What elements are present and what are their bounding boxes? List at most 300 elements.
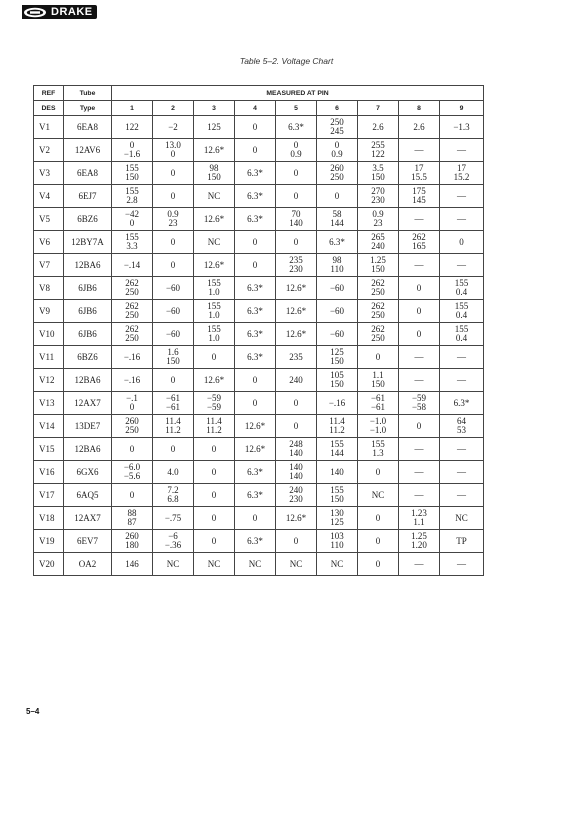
ref-des-cell: V6 (34, 231, 64, 254)
cell-value-lower: −1.6 (123, 149, 141, 159)
cell-value-upper: 262 (412, 232, 426, 242)
tube-type-cell: 6EJ7 (64, 185, 112, 208)
pin-3-voltage-cell (194, 392, 235, 415)
pin-5-voltage-cell: 12.6* (276, 277, 317, 300)
cell-value-upper: 0 (129, 140, 135, 150)
tube-type-cell: 12BA6 (64, 438, 112, 461)
cell-value-upper: 262 (125, 278, 139, 288)
cell-value-upper: −.1 (126, 393, 138, 403)
cell-value-lower: 144 (330, 218, 344, 228)
pin-6-voltage-cell: 6.3* (317, 231, 358, 254)
cell-value-upper: 1.23 (411, 508, 427, 518)
cell-value-lower: 0 (129, 218, 135, 228)
pin-6-voltage-cell: NC (317, 553, 358, 576)
pin-2-voltage-cell: 0 (153, 438, 194, 461)
table-row (34, 231, 484, 254)
pin-7-voltage-cell (358, 438, 399, 461)
pin-4-voltage-cell: 6.3* (235, 530, 276, 553)
pin-8-voltage-cell: 0 (399, 300, 440, 323)
pin-3-voltage-cell: NC (194, 185, 235, 208)
pin-2-voltage-cell (153, 208, 194, 231)
cell-value-lower: 140 (289, 218, 303, 228)
pin-5-voltage-cell: 0 (276, 162, 317, 185)
cell-value-lower: 150 (125, 172, 139, 182)
pin-4-voltage-cell: 12.6* (235, 438, 276, 461)
pin-7-voltage-cell (358, 254, 399, 277)
pin-6-voltage-cell (317, 139, 358, 162)
cell-value-upper: 11.4 (329, 416, 345, 426)
pin-header-6: 6 (317, 101, 358, 116)
pin-8-voltage-cell: — (399, 484, 440, 507)
cell-value-lower: −58 (411, 402, 427, 412)
cell-value-lower: 3.3 (126, 241, 138, 251)
cell-value-lower: −5.6 (123, 471, 141, 481)
ref-des-cell: V5 (34, 208, 64, 231)
pin-3-voltage-cell (194, 162, 235, 185)
cell-value-lower: 0.4 (455, 310, 468, 320)
cell-value-upper: 155 (125, 163, 139, 173)
pin-9-voltage-cell: — (440, 254, 484, 277)
cell-value-upper: 155 (125, 186, 139, 196)
pin-9-voltage-cell (440, 415, 484, 438)
cell-value-lower: 53 (457, 425, 467, 435)
cell-value-upper: 0.9 (167, 209, 179, 219)
tube-type-cell: 6JB6 (64, 277, 112, 300)
table-row (34, 323, 484, 346)
ref-des-cell: V13 (34, 392, 64, 415)
pin-1-voltage-cell (112, 461, 153, 484)
cell-value-lower: 250 (371, 310, 385, 320)
pin-4-voltage-cell: 0 (235, 507, 276, 530)
pin-1-voltage-cell: 122 (112, 116, 153, 139)
table-row (34, 185, 484, 208)
table-row (34, 139, 484, 162)
cell-value-lower: 250 (125, 287, 139, 297)
ref-des-cell: V19 (34, 530, 64, 553)
cell-value-lower: 140 (289, 448, 303, 458)
pin-2-voltage-cell (153, 346, 194, 369)
pin-6-voltage-cell (317, 116, 358, 139)
cell-value-lower: 2.8 (126, 195, 138, 205)
cell-value-lower: 1.0 (208, 333, 220, 343)
pin-9-voltage-cell: — (440, 369, 484, 392)
cell-value-lower: −61 (165, 402, 181, 412)
ref-des-cell: V3 (34, 162, 64, 185)
cell-value-lower: 150 (207, 172, 221, 182)
pin-2-voltage-cell: NC (153, 553, 194, 576)
pin-6-voltage-cell (317, 438, 358, 461)
pin-3-voltage-cell: 0 (194, 530, 235, 553)
cell-value-lower: −.36 (164, 540, 182, 550)
pin-7-voltage-cell: 2.6 (358, 116, 399, 139)
cell-value-upper: 155 (207, 301, 221, 311)
pin-7-voltage-cell (358, 392, 399, 415)
pin-6-voltage-cell (317, 254, 358, 277)
pin-1-voltage-cell (112, 139, 153, 162)
pin-5-voltage-cell: 0 (276, 185, 317, 208)
pin-4-voltage-cell: 6.3* (235, 300, 276, 323)
pin-4-voltage-cell: 0 (235, 139, 276, 162)
pin-7-voltage-cell: 0 (358, 346, 399, 369)
pin-4-voltage-cell: 6.3* (235, 484, 276, 507)
pin-4-voltage-cell: 6.3* (235, 185, 276, 208)
pin-header-3: 3 (194, 101, 235, 116)
pin-5-voltage-cell: NC (276, 553, 317, 576)
cell-value-upper: 3.5 (372, 163, 384, 173)
pin-5-voltage-cell: 0 (276, 231, 317, 254)
cell-value-lower: 230 (289, 494, 303, 504)
cell-value-upper: 105 (330, 370, 344, 380)
pin-3-voltage-cell: 12.6* (194, 139, 235, 162)
pin-4-voltage-cell: 12.6* (235, 415, 276, 438)
table-row (34, 438, 484, 461)
pin-8-voltage-cell: — (399, 461, 440, 484)
cell-value-lower: 0.9 (331, 149, 343, 159)
tube-type-cell: 6BZ6 (64, 346, 112, 369)
cell-value-lower: 140 (289, 471, 303, 481)
table-caption: Table 5–2. Voltage Chart (239, 56, 334, 66)
tube-type-cell: 6JB6 (64, 300, 112, 323)
pin-8-voltage-cell: — (399, 254, 440, 277)
ref-des-cell: V7 (34, 254, 64, 277)
cell-value-upper: 70 (291, 209, 301, 219)
pin-4-voltage-cell: 0 (235, 116, 276, 139)
cell-value-lower: 125 (330, 517, 344, 527)
pin-1-voltage-cell: −.14 (112, 254, 153, 277)
cell-value-lower: 240 (371, 241, 385, 251)
cell-value-upper: −6.0 (123, 462, 141, 472)
pin-header-2: 2 (153, 101, 194, 116)
table-row (34, 277, 484, 300)
table-row (34, 507, 484, 530)
pin-1-voltage-cell (112, 530, 153, 553)
measured-at-pin-header: MEASURED AT PIN (112, 86, 484, 101)
tube-type-cell: 12AX7 (64, 507, 112, 530)
cell-value-lower: 180 (125, 540, 139, 550)
pin-1-voltage-cell (112, 392, 153, 415)
ref-des-cell: V17 (34, 484, 64, 507)
pin-8-voltage-cell (399, 231, 440, 254)
cell-value-upper: −59 (206, 393, 222, 403)
pin-9-voltage-cell (440, 277, 484, 300)
cell-value-lower: 144 (330, 448, 344, 458)
pin-8-voltage-cell: — (399, 438, 440, 461)
pin-header-8: 8 (399, 101, 440, 116)
cell-value-lower: 250 (371, 287, 385, 297)
pin-6-voltage-cell (317, 415, 358, 438)
pin-2-voltage-cell: −2 (153, 116, 194, 139)
cell-value-upper: 155 (454, 278, 469, 288)
cell-value-upper: 1.25 (370, 255, 386, 265)
cell-value-lower: 150 (166, 356, 180, 366)
pin-9-voltage-cell (440, 300, 484, 323)
pin-7-voltage-cell (358, 162, 399, 185)
pin-1-voltage-cell (112, 231, 153, 254)
pin-5-voltage-cell: 12.6* (276, 323, 317, 346)
pin-1-voltage-cell (112, 323, 153, 346)
tube-type-cell: 6GX6 (64, 461, 112, 484)
cell-value-lower: 0 (129, 402, 135, 412)
cell-value-upper: 262 (371, 324, 385, 334)
cell-value-upper: 0 (293, 140, 299, 150)
pin-9-voltage-cell: 6.3* (440, 392, 484, 415)
cell-value-upper: −61 (370, 393, 386, 403)
pin-8-voltage-cell: — (399, 369, 440, 392)
pin-1-voltage-cell: 0 (112, 484, 153, 507)
pin-8-voltage-cell: — (399, 346, 440, 369)
table-row (34, 415, 484, 438)
tube-type-cell: 6EA8 (64, 116, 112, 139)
cell-value-lower: 11.2 (165, 425, 181, 435)
pin-8-voltage-cell: — (399, 553, 440, 576)
pin-9-voltage-cell (440, 323, 484, 346)
pin-7-voltage-cell (358, 415, 399, 438)
cell-value-upper: 64 (457, 416, 467, 426)
cell-value-lower: 122 (371, 149, 385, 159)
cell-value-upper: 11.4 (206, 416, 222, 426)
pin-5-voltage-cell: 235 (276, 346, 317, 369)
cell-value-upper: 58 (332, 209, 342, 219)
cell-value-lower: 0.4 (455, 333, 468, 343)
cell-value-upper: 0.9 (372, 209, 384, 219)
pin-9-voltage-cell: −1.3 (440, 116, 484, 139)
cell-value-upper: 98 (332, 255, 342, 265)
cell-value-upper: 98 (209, 163, 219, 173)
ref-des-cell: V4 (34, 185, 64, 208)
pin-6-voltage-cell: −60 (317, 323, 358, 346)
cell-value-upper: 265 (371, 232, 385, 242)
cell-value-lower: 150 (371, 172, 385, 182)
cell-value-lower: 250 (371, 333, 385, 343)
pin-7-voltage-cell: 0 (358, 530, 399, 553)
pin-5-voltage-cell (276, 438, 317, 461)
cell-value-lower: 23 (168, 218, 178, 228)
cell-value-upper: 88 (127, 508, 137, 518)
pin-5-voltage-cell: 12.6* (276, 507, 317, 530)
pin-4-voltage-cell: 0 (235, 392, 276, 415)
pin-7-voltage-cell (358, 185, 399, 208)
table-row (34, 392, 484, 415)
pin-6-voltage-cell: 0 (317, 185, 358, 208)
pin-2-voltage-cell: 4.0 (153, 461, 194, 484)
pin-5-voltage-cell (276, 208, 317, 231)
des-header: DES (34, 101, 64, 116)
pin-6-voltage-cell: 140 (317, 461, 358, 484)
pin-9-voltage-cell: — (440, 185, 484, 208)
pin-2-voltage-cell: 0 (153, 231, 194, 254)
pin-6-voltage-cell (317, 507, 358, 530)
cell-value-upper: 130 (330, 508, 344, 518)
pin-1-voltage-cell (112, 415, 153, 438)
ref-des-cell: V1 (34, 116, 64, 139)
pin-5-voltage-cell (276, 461, 317, 484)
tube-type-cell: 12BY7A (64, 231, 112, 254)
pin-3-voltage-cell: NC (194, 231, 235, 254)
cell-value-upper: 260 (330, 163, 344, 173)
pin-7-voltage-cell: 0 (358, 553, 399, 576)
header-row-bottom (34, 101, 484, 116)
ref-des-cell: V20 (34, 553, 64, 576)
cell-value-lower: 1.0 (208, 287, 220, 297)
cell-value-lower: 23 (373, 218, 383, 228)
pin-5-voltage-cell (276, 484, 317, 507)
ref-des-cell: V11 (34, 346, 64, 369)
tube-type-cell: 13DE7 (64, 415, 112, 438)
pin-6-voltage-cell (317, 530, 358, 553)
pin-7-voltage-cell (358, 277, 399, 300)
cell-value-upper: 155 (454, 324, 469, 334)
pin-9-voltage-cell: — (440, 438, 484, 461)
pin-header-5: 5 (276, 101, 317, 116)
pin-7-voltage-cell: NC (358, 484, 399, 507)
drake-logo (22, 5, 97, 19)
pin-6-voltage-cell (317, 162, 358, 185)
ref-header: REF (34, 86, 64, 101)
tube-type-cell: 12AX7 (64, 392, 112, 415)
pin-8-voltage-cell (399, 162, 440, 185)
table-row (34, 254, 484, 277)
cell-value-lower: 230 (289, 264, 303, 274)
pin-4-voltage-cell: 0 (235, 369, 276, 392)
pin-8-voltage-cell: 0 (399, 277, 440, 300)
pin-2-voltage-cell: −60 (153, 277, 194, 300)
cell-value-upper: 262 (125, 324, 139, 334)
cell-value-upper: 155 (125, 232, 139, 242)
ref-des-cell: V9 (34, 300, 64, 323)
cell-value-lower: 1.3 (372, 448, 384, 458)
cell-value-lower: 0.9 (290, 149, 302, 159)
pin-3-voltage-cell (194, 323, 235, 346)
cell-value-lower: 250 (125, 310, 139, 320)
cell-value-upper: 235 (289, 255, 303, 265)
pin-5-voltage-cell: 0 (276, 530, 317, 553)
pin-8-voltage-cell: 2.6 (399, 116, 440, 139)
pin-header-7: 7 (358, 101, 399, 116)
cell-value-lower: 150 (371, 379, 385, 389)
pin-6-voltage-cell: −.16 (317, 392, 358, 415)
cell-value-lower: 0 (170, 149, 176, 159)
tube-type-cell: 6AQ5 (64, 484, 112, 507)
cell-value-lower: 150 (371, 264, 385, 274)
cell-value-lower: 250 (125, 333, 139, 343)
cell-value-upper: 262 (371, 278, 385, 288)
tube-type-cell: 6BZ6 (64, 208, 112, 231)
cell-value-upper: −59 (411, 393, 427, 403)
pin-header-9: 9 (440, 101, 484, 116)
pin-1-voltage-cell: 146 (112, 553, 153, 576)
cell-value-upper: 125 (330, 347, 344, 357)
pin-3-voltage-cell: 12.6* (194, 208, 235, 231)
cell-value-upper: 250 (330, 117, 344, 127)
drake-emblem-icon (22, 5, 48, 19)
pin-9-voltage-cell: — (440, 346, 484, 369)
pin-4-voltage-cell: 6.3* (235, 277, 276, 300)
pin-6-voltage-cell (317, 369, 358, 392)
pin-7-voltage-cell: 0 (358, 507, 399, 530)
pin-6-voltage-cell (317, 484, 358, 507)
cell-value-upper: −1.0 (369, 416, 387, 426)
table-row (34, 461, 484, 484)
pin-2-voltage-cell: 0 (153, 254, 194, 277)
pin-9-voltage-cell: NC (440, 507, 484, 530)
pin-5-voltage-cell: 0 (276, 415, 317, 438)
pin-3-voltage-cell: 0 (194, 438, 235, 461)
cell-value-lower: −61 (370, 402, 386, 412)
tube-type-cell: 12AV6 (64, 139, 112, 162)
cell-value-lower: 11.2 (329, 425, 345, 435)
pin-7-voltage-cell (358, 369, 399, 392)
pin-2-voltage-cell: −.75 (153, 507, 194, 530)
cell-value-lower: 87 (127, 517, 137, 527)
cell-value-upper: 155 (454, 301, 469, 311)
cell-value-upper: −6 (168, 531, 178, 541)
header-row-top (34, 86, 484, 101)
pin-3-voltage-cell: 12.6* (194, 369, 235, 392)
pin-5-voltage-cell (276, 139, 317, 162)
pin-2-voltage-cell: −60 (153, 323, 194, 346)
cell-value-lower: 245 (330, 126, 344, 136)
pin-5-voltage-cell: 12.6* (276, 300, 317, 323)
pin-2-voltage-cell: −60 (153, 300, 194, 323)
cell-value-upper: 155 (207, 324, 221, 334)
pin-3-voltage-cell: NC (194, 553, 235, 576)
cell-value-lower: 150 (330, 356, 344, 366)
table-row (34, 553, 484, 576)
cell-value-lower: 250 (330, 172, 344, 182)
pin-9-voltage-cell: — (440, 461, 484, 484)
tube-header: Tube (64, 86, 112, 101)
pin-8-voltage-cell: — (399, 208, 440, 231)
pin-3-voltage-cell (194, 300, 235, 323)
cell-value-upper: −42 (124, 209, 140, 219)
pin-8-voltage-cell: 0 (399, 323, 440, 346)
pin-9-voltage-cell: — (440, 208, 484, 231)
ref-des-cell: V8 (34, 277, 64, 300)
cell-value-upper: 103 (330, 531, 344, 541)
pin-7-voltage-cell (358, 300, 399, 323)
pin-4-voltage-cell: NC (235, 553, 276, 576)
cell-value-upper: −61 (165, 393, 181, 403)
pin-4-voltage-cell: 6.3* (235, 208, 276, 231)
pin-4-voltage-cell: 6.3* (235, 461, 276, 484)
pin-3-voltage-cell: 0 (194, 507, 235, 530)
pin-3-voltage-cell: 0 (194, 461, 235, 484)
cell-value-lower: 6.8 (167, 494, 179, 504)
cell-value-upper: 0 (334, 140, 340, 150)
pin-3-voltage-cell (194, 277, 235, 300)
ref-des-cell: V16 (34, 461, 64, 484)
cell-value-lower: 0.4 (455, 287, 468, 297)
pin-8-voltage-cell (399, 507, 440, 530)
cell-value-upper: 1.1 (372, 370, 384, 380)
tube-type-cell: OA2 (64, 553, 112, 576)
cell-value-upper: 262 (371, 301, 385, 311)
table-row (34, 208, 484, 231)
pin-3-voltage-cell: 0 (194, 484, 235, 507)
cell-value-lower: 1.1 (413, 517, 425, 527)
pin-8-voltage-cell (399, 185, 440, 208)
pin-header-1: 1 (112, 101, 153, 116)
cell-value-upper: 155 (207, 278, 221, 288)
pin-7-voltage-cell (358, 323, 399, 346)
cell-value-lower: −1.0 (369, 425, 387, 435)
pin-6-voltage-cell: −60 (317, 277, 358, 300)
pin-1-voltage-cell: −.16 (112, 346, 153, 369)
table-row (34, 484, 484, 507)
table-row (34, 530, 484, 553)
drake-logo-text: DRAKE (51, 6, 93, 18)
cell-value-upper: 11.4 (165, 416, 181, 426)
